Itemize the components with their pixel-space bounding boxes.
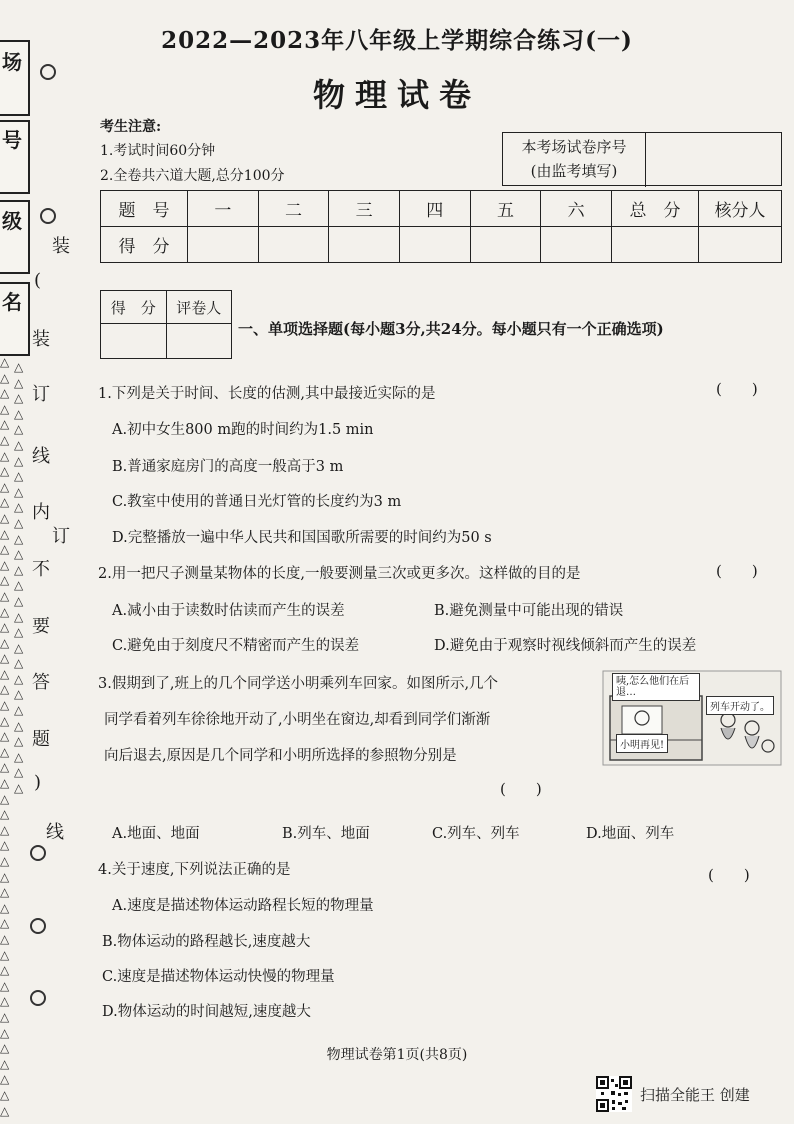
binding-label-kaochang: 场 [2, 50, 22, 74]
section-1-title: 一、单项选择题(每小题3分,共24分。每小题只有一个正确选项) [238, 320, 664, 338]
binding-label-ming: 名 [2, 290, 22, 314]
question-1-option-d: D.完整播放一遍中华人民共和国国歌所需要的时间约为50 s [112, 530, 492, 546]
qr-code-icon [596, 1076, 632, 1112]
score-table-score-row [101, 227, 782, 263]
train-illustration [602, 670, 782, 766]
notice-item-2: 2.全卷共六道大题,总分100分 [100, 168, 285, 184]
notice-item-1: 1.考试时间60分钟 [100, 143, 216, 159]
margin-char-ti: 题 [32, 729, 50, 750]
speech-bubble-3: 小明再见! [616, 734, 668, 753]
question-2-stem: 2.用一把尺子测量某物体的长度,一般要测量三次或更多次。这样做的目的是 [98, 566, 581, 582]
score-header-cell: 五 [470, 191, 541, 227]
binding-label-hao: 号 [2, 128, 22, 152]
question-1-stem: 1.下列是关于时间、长度的估测,其中最接近实际的是 [98, 386, 436, 402]
triangle-border-column-2: △ △ △ △ △ △ △ △ △ △ △ △ △ △ △ △ △ △ △ △ △ △ △ △ △ △ △ △ [14, 360, 24, 796]
triangle-border-column-1: △ △ △ △ △ △ △ △ △ △ △ △ △ △ △ △ △ △ △ △ △ △ △ △ △ △ △ △ △ △ △ △ △ △ △ △ △ △ △ △ △ △ △ △ △ △ △ △ △ [0, 355, 10, 1118]
speech-bubble-2: 列车开动了。 [706, 696, 774, 715]
question-2-option-d: D.避免由于观察时视线倾斜而产生的误差 [434, 638, 697, 654]
question-1-answer-paren[interactable]: ( ) [716, 380, 758, 398]
exam-title: 2022—2023年八年级上学期综合练习(一) [161, 27, 633, 54]
margin-char-da: 答 [32, 672, 50, 693]
question-3-option-d: D.地面、列车 [586, 826, 675, 842]
question-3-answer-paren[interactable]: ( ) [500, 780, 542, 798]
margin-char-yao: 要 [32, 616, 50, 637]
question-4-stem: 4.关于速度,下列说法正确的是 [98, 862, 291, 878]
margin-char-xian: 线 [32, 446, 50, 467]
question-4-option-c: C.速度是描述物体运动快慢的物理量 [102, 969, 335, 985]
question-4-answer-paren[interactable]: ( ) [708, 866, 750, 884]
score-table-header-row [101, 191, 782, 227]
question-3-stem-line-3: 向后退去,原因是几个同学和小明所选择的参照物分别是 [104, 748, 457, 764]
margin-char-ding: 订 [32, 384, 50, 405]
serial-number-box [502, 132, 782, 186]
question-1-option-c: C.教室中使用的普通日光灯管的长度约为3 m [112, 494, 402, 510]
exam-subject: 物理试卷 [312, 76, 481, 114]
notice-heading: 考生注意: [100, 119, 162, 135]
serial-number-field[interactable] [647, 133, 781, 185]
margin-char-zhuang-2: 装 [32, 329, 50, 350]
grader-name-field[interactable] [166, 324, 232, 359]
question-2-option-a: A.减小由于读数时估读而产生的误差 [112, 603, 345, 619]
score-cell[interactable] [470, 227, 541, 263]
score-header-cell: 核分人 [699, 191, 782, 227]
margin-char-zhuang: 装 [52, 236, 70, 257]
score-cell[interactable] [541, 227, 612, 263]
binding-hole-5 [30, 990, 46, 1006]
score-cell[interactable] [188, 227, 259, 263]
score-header-cell: 四 [399, 191, 470, 227]
score-header-cell: 题 号 [101, 191, 188, 227]
question-2-option-c: C.避免由于刻度尺不精密而产生的误差 [112, 638, 360, 654]
serial-label: 本考场试卷序号 [521, 138, 627, 156]
binding-hole-3 [30, 845, 46, 861]
score-table [100, 190, 782, 263]
question-1-option-b: B.普通家庭房门的高度一般高于3 m [112, 459, 344, 475]
score-header-cell: 六 [541, 191, 612, 227]
question-1-option-a: A.初中女生800 m跑的时间约为1.5 min [112, 422, 374, 438]
score-cell[interactable] [329, 227, 400, 263]
question-2-option-b: B.避免测量中可能出现的错误 [434, 603, 624, 619]
serial-sublabel: (由监考填写) [530, 162, 618, 180]
question-3-option-a: A.地面、地面 [112, 826, 200, 842]
question-3-stem-line-1: 3.假期到了,班上的几个同学送小明乘列车回家。如图所示,几个 [98, 676, 499, 692]
question-3-stem-line-2: 同学看着列车徐徐地开动了,小明坐在窗边,却看到同学们渐渐 [104, 712, 491, 728]
score-cell[interactable] [699, 227, 782, 263]
score-header-cell: 二 [258, 191, 329, 227]
margin-char-paren-close: ) [34, 772, 42, 793]
binding-label-ji: 级 [2, 209, 22, 233]
page-footer: 物理试卷第1页(共8页) [326, 1047, 468, 1063]
grader-score-field[interactable] [101, 324, 167, 359]
scanner-watermark: 扫描全能王 创建 [640, 1086, 750, 1104]
question-4-option-a: A.速度是描述物体运动路程长短的物理量 [112, 898, 374, 914]
score-row-label: 得 分 [101, 227, 188, 263]
binding-hole-4 [30, 918, 46, 934]
question-4-option-d: D.物体运动的时间越短,速度越大 [102, 1004, 311, 1020]
grader-name-label: 评卷人 [166, 291, 232, 324]
margin-char-paren-open: ( [34, 270, 42, 291]
score-header-cell: 三 [329, 191, 400, 227]
score-cell[interactable] [258, 227, 329, 263]
score-header-cell: 总 分 [612, 191, 699, 227]
margin-char-nei: 内 [32, 502, 50, 523]
score-cell[interactable] [399, 227, 470, 263]
binding-hole-2 [40, 208, 56, 224]
score-header-cell: 一 [188, 191, 259, 227]
question-2-answer-paren[interactable]: ( ) [716, 562, 758, 580]
question-3-option-c: C.列车、列车 [432, 826, 520, 842]
score-cell[interactable] [612, 227, 699, 263]
margin-char-xian-2: 线 [46, 822, 64, 843]
speech-bubble-1: 咦,怎么他们在后退… [612, 673, 700, 701]
question-3-option-b: B.列车、地面 [282, 826, 370, 842]
question-4-option-b: B.物体运动的路程越长,速度越大 [102, 934, 311, 950]
grader-score-label: 得 分 [101, 291, 167, 324]
margin-char-bu: 不 [32, 559, 50, 580]
margin-char-ding-side: 订 [52, 526, 70, 547]
grader-box [100, 290, 232, 359]
